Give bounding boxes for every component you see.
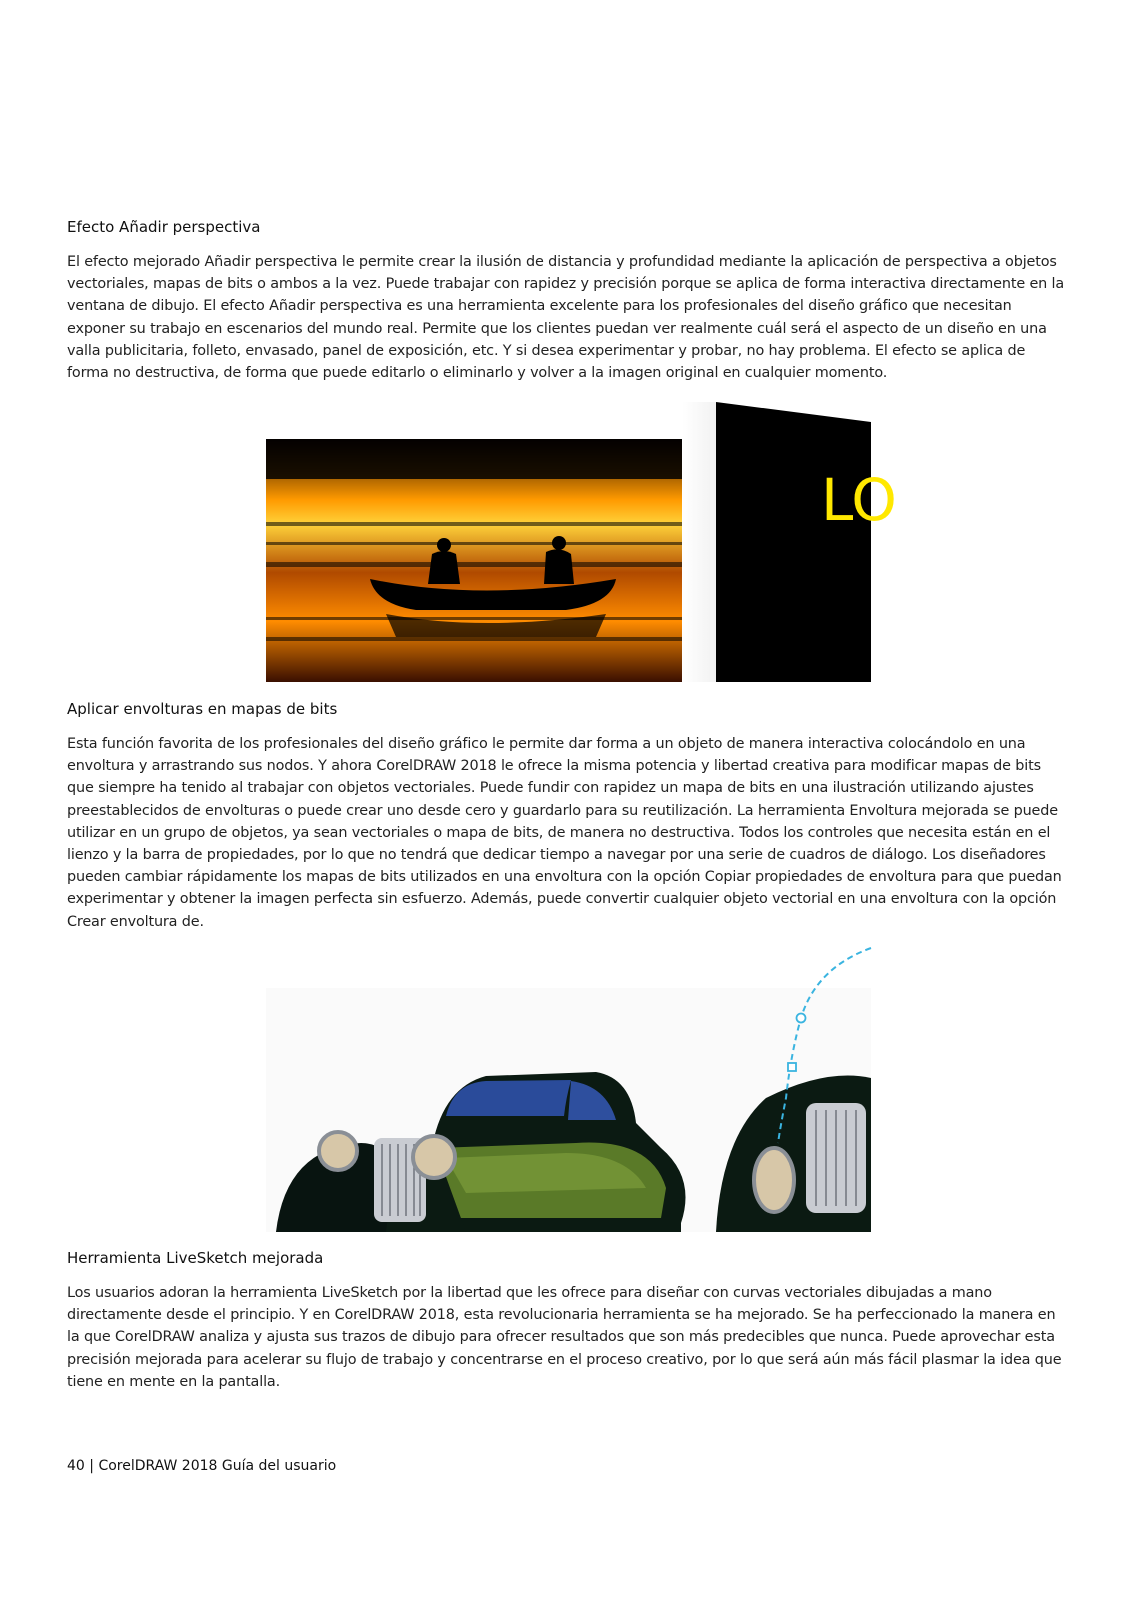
perspective-figure-image (266, 402, 897, 682)
section-body-envelopes: Esta función favorita de los profesionales del diseño gráfico le permite dar forma a un objeto de manera interactiva colocándolo en una envoltura y arrastrando sus nodos. Y ahora CorelDRAW 2018 le ofrece la misma potencia y libertad creativa para modificar mapas de bits que siempre ha tenido al trabajar con objetos vectoriales. Puede fundir con rapidez un mapa de bits en una ilustración utilizando ajustes preestablecidos de envolturas o puede crear uno desde cero y guardarlo para su reutilización. La herramienta Envoltura mejorada se puede utilizar en un grupo de objetos, ya sean vectoriales o mapa de bits, de manera no destructiva. Todos los controles que necesita están en el lienzo y la barra de propiedades, por lo que no tendrá que dedicar tiempo a navegar por una serie de cuadros de diálogo. Los diseñadores pueden cambiar rápidamente los mapas de bits utilizados en una envoltura con la opción Copiar propiedades de envoltura para que puedan experimentar y obtener la imagen perfecta sin esfuerzo. Además, puede convertir cualquier objeto vectorial en una envoltura con la opción Crear envoltura de. (67, 736, 1062, 930)
section-body-perspective: El efecto mejorado Añadir perspectiva le permite crear la ilusión de distancia y profundidad mediante la aplicación de perspectiva a objetos vectoriales, mapas de bits o ambos a la vez. Puede trabajar con rapidez y precisión porque se aplica de forma interactiva directamente en la ventana de dibujo. El efecto Añadir perspectiva es una herramienta excelente para los profesionales del diseño gráfico que necesitan exponer su trabajo en escenarios del mundo real. Permite que los clientes puedan ver realmente cuál será el aspecto de un diseño en una valla publicitaria, folleto, envasado, panel de exposición, etc. Y si desea experimentar y probar, no hay problema. El efecto se aplica de forma no destructiva, de forma que puede editarlo o eliminarlo y volver a la imagen original en cualquier momento. (67, 254, 1065, 382)
section-heading-envelopes: Aplicar envolturas en mapas de bits (67, 700, 338, 718)
envelope-node (797, 1014, 806, 1023)
sign-text: LO (821, 466, 897, 534)
perspective-figure (266, 402, 897, 682)
footer-title: CorelDRAW 2018 Guía del usuario (98, 1458, 337, 1474)
section-body-livesketch: Los usuarios adoran la herramienta LiveSketch por la libertad que les ofrece para diseñar con curvas vectoriales dibujadas a mano directamente desde el principio. Y en CorelDRAW 2018, esta revolucionaria herramienta se ha mejorado. Se ha perfeccionado la manera en la que CorelDRAW analiza y ajusta sus trazos de dibujo para ofrecer resultados que son más predecibles que nunca. Puede aprovechar esta precisión mejorada para acelerar su flujo de trabajo y concentrarse en el proceso creativo, por lo que será aún más fácil plasmar la idea que tiene en mente en la pantalla. (67, 1285, 1062, 1390)
envelope-figure (266, 948, 871, 1232)
footer-separator: | (89, 1458, 94, 1474)
section-heading-livesketch: Herramienta LiveSketch mejorada (67, 1249, 324, 1267)
envelope-handle (788, 1063, 796, 1071)
envelope-figure-image (266, 948, 871, 1232)
perspective-sign (716, 402, 871, 682)
page-number: 40 (67, 1458, 85, 1474)
section-heading-perspective: Efecto Añadir perspectiva (67, 218, 261, 236)
page-footer (67, 1458, 336, 1474)
